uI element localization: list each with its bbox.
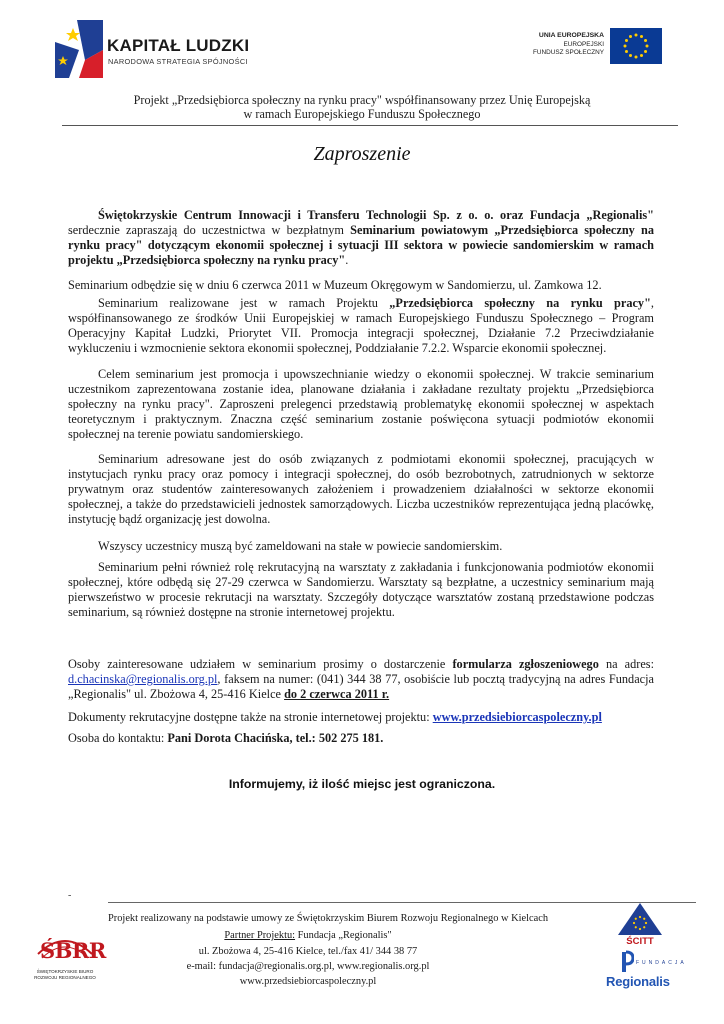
kapital-ludzki-title: KAPITAŁ LUDZKI [107, 36, 250, 55]
eu-star-icon [640, 54, 643, 57]
eu-caption-line3: FUNDUSZ SPOŁECZNY [532, 49, 604, 57]
scitt-star-icon [633, 922, 635, 924]
framework-project-name: „Przedsiębiorca społeczny na rynku pracy" [389, 296, 651, 310]
contact-person-paragraph [68, 731, 654, 746]
seminar-place: Seminarium odbędzie się w dniu 6 czerwca 2011 w Muzeum Okręgowym w Sandomierzu, ul. Zamkowa 12. [68, 278, 602, 292]
eu-star-icon [624, 45, 627, 48]
workshops-paragraph: Seminarium pełni również rolę rekrutacyjną na warsztaty z zakładania i funkcjonowania podmiotów ekonomii społecznej, które odbędą się 27-29 czerwca w Sandomierzu. Warsztaty są bezpłatne, a uczestnicy seminarium mają pierwszeństwo w procesie rekrutacji na warsztaty. Szczegóły dotyczące warsztatów zostaną przedstawione podczas seminarium, są również dostępne na stronie internetowej projektu. [68, 560, 654, 619]
footer-divider [108, 902, 696, 903]
limited-places-notice: Informujemy, iż ilość miejsc jest ograniczona. [228, 777, 496, 791]
regionalis-mark-icon [620, 950, 634, 974]
eu-star-icon [629, 35, 632, 38]
intro-end: . [345, 253, 349, 267]
eu-star-icon [644, 39, 647, 42]
audience-paragraph: Seminarium adresowane jest do osób związanych z podmiotami ekonomii społecznej, pracujących w instytucjach rynku pracy oraz pomocy i integracji społecznej, do osób bezrobotnych, zatrudnionych w sektorze prywatnym oraz studentów zainteresowanych założeniem i prowadzeniem działalności w sektorze ekonomii społecznej, a także do przedstawicieli jednostek samorządowych. Liczba uczestników reprezentująca jedną placówkę, instytucję bądź organizację jest dowolna. [68, 452, 654, 526]
framework-text-b: , współfinansowanego ze środków Unii Europejskiej w ramach Europejskiego Funduszu Społecznego – Program Operacyjny Kapitał Ludzki, Priorytet VII. Promocja integracji społecznej, Działanie 7.2 Przeciwdziałanie wykluczeniu i wzmocnienie sektora ekonomii społecznej, Poddziałanie 7.2.2. Wsparcie ekonomii społecznej. [68, 296, 654, 355]
project-line-2: w ramach Europejskiego Funduszu Społecznego [243, 107, 481, 121]
eu-star-icon [635, 34, 638, 37]
sbrr-mark: ŚBRR [40, 938, 106, 963]
contact-person: Pani Dorota Chacińska, tel.: 502 275 181. [167, 731, 384, 745]
scitt-logo [616, 902, 664, 948]
sbrr-caption-line1: ŚWIĘTOKRZYSKIE BIURO [36, 969, 94, 974]
apply-form-name: formularza zgłoszeniowego [452, 657, 599, 671]
eu-caption [533, 32, 604, 58]
contact-email-link[interactable]: d.chacinska@regionalis.org.pl [68, 672, 218, 686]
eu-logo [490, 28, 662, 68]
eu-caption-line2: EUROPEJSKI [563, 40, 604, 48]
footer-email-line: e-mail: fundacja@regionalis.org.pl, www.regionalis.org.pl [186, 961, 430, 972]
intro-invite-text: serdecznie zapraszają do uczestnictwa w bezpłatnym [68, 223, 351, 237]
page-title: Zaproszenie [313, 143, 411, 165]
project-website-link[interactable]: www.przedsiebiorcaspoleczny.pl [432, 710, 602, 724]
scitt-star-icon [635, 918, 637, 920]
apply-text-a: Osoby zainteresowane udziałem w seminarium prosimy o dostarczenie [68, 657, 453, 671]
kapital-ludzki-logo [55, 20, 305, 80]
scitt-star-icon [635, 926, 637, 928]
project-line-1: Projekt „Przedsiębiorca społeczny na rynku pracy" współfinansowany przez Unię Europejską [133, 93, 591, 107]
footer-address: ul. Zbożowa 4, 25-416 Kielce, tel./fax 41/ 344 38 77 [198, 946, 418, 957]
sbrr-caption [30, 969, 100, 980]
apply-text-c: , faksem na numer: (041) 344 38 77, osobiście lub pocztą tradycyjną na adres Fundacja „Regionalis" ul. Zbożowa 4, 25-416 Kielce [68, 672, 654, 701]
footer-partner-name: Fundacja „Regionalis" [295, 930, 392, 941]
documents-paragraph [68, 710, 654, 725]
contact-person-label: Osoba do kontaktu: [68, 731, 168, 745]
framework-text-a: Seminarium realizowane jest w ramach Projektu [98, 296, 390, 310]
scitt-star-icon [645, 922, 647, 924]
scitt-star-icon [639, 916, 641, 918]
residency-paragraph: Wszyscy uczestnicy muszą być zameldowani na stałe w powiecie sandomierskim. [98, 539, 503, 553]
footer-partner-line [108, 930, 508, 941]
eu-star-icon [629, 54, 632, 57]
footer-contract-line: Projekt realizowany na podstawie umowy ze Świętokrzyskim Biurem Rozwoju Regionalnego w Kielcach [108, 913, 549, 924]
eu-flag-icon [610, 28, 662, 64]
page-header [0, 0, 724, 90]
application-paragraph [68, 657, 654, 702]
eu-star-icon [646, 45, 649, 48]
footer-dash: - [68, 890, 72, 901]
scitt-star-icon [639, 928, 641, 930]
regionalis-logo [602, 950, 687, 994]
apply-deadline: do 2 czerwca 2011 r. [284, 687, 390, 701]
framework-paragraph [68, 296, 654, 356]
kapital-ludzki-subtitle: NARODOWA STRATEGIA SPÓJNOŚCI [108, 57, 248, 66]
kapital-ludzki-emblem-icon [55, 20, 103, 78]
sbrr-caption-line2: ROZWOJU REGIONALNEGO [34, 974, 96, 980]
goal-paragraph: Celem seminarium jest promocja i upowszechnianie wiedzy o ekonomii społecznej. W trakcie seminarium uczestnikom zaprezentowana zostanie idea, planowane działania i zakładane rezultaty projektu „Przedsiębiorca społeczny na rynku pracy". Zaproszeni prelegenci przedstawią problematykę ekonomii społecznej w aspektach teoretycznym i praktycznym. Znaczna część seminarium zostanie poświęcona sytuacji podmiotów ekonomii społecznej na terenie powiatu sandomierskiego. [68, 367, 654, 441]
regionalis-top-label: FUNDACJA [636, 960, 687, 966]
apply-text-b: na adres: [598, 657, 654, 671]
regionalis-name: Regionalis [606, 974, 670, 989]
scitt-label: ŚCITT [626, 936, 654, 947]
eu-star-icon [625, 50, 628, 53]
footer-partner-label: Partner Projektu: [224, 930, 296, 941]
scitt-triangle-icon [616, 902, 664, 936]
sbrr-logo [30, 924, 106, 986]
intro-paragraph [68, 208, 654, 268]
eu-star-icon [640, 35, 643, 38]
scitt-star-icon [643, 926, 645, 928]
eu-caption-line1: UNIA EUROPEJSKA [538, 32, 604, 39]
footer-website: www.przedsiebiorcaspoleczny.pl [239, 976, 377, 987]
eu-star-icon [644, 50, 647, 53]
intro-organizers: Świętokrzyskie Centrum Innowacji i Transferu Technologii Sp. z o. o. oraz Fundacja „Regionalis" [98, 208, 654, 222]
header-divider [62, 125, 678, 126]
documents-text: Dokumenty rekrutacyjne dostępne także na stronie internetowej projektu: [68, 710, 433, 724]
eu-star-icon [635, 56, 638, 59]
eu-star-icon [625, 39, 628, 42]
intro-seminar-title: Seminarium powiatowym „Przedsiębiorca społeczny na rynku pracy" dotyczącym ekonomii społecznej i sytuacji III sektora w powiecie sandomierskim w ramach projektu „Przedsiębiorca społeczny na rynku pracy" [68, 223, 654, 267]
scitt-star-icon [643, 918, 645, 920]
